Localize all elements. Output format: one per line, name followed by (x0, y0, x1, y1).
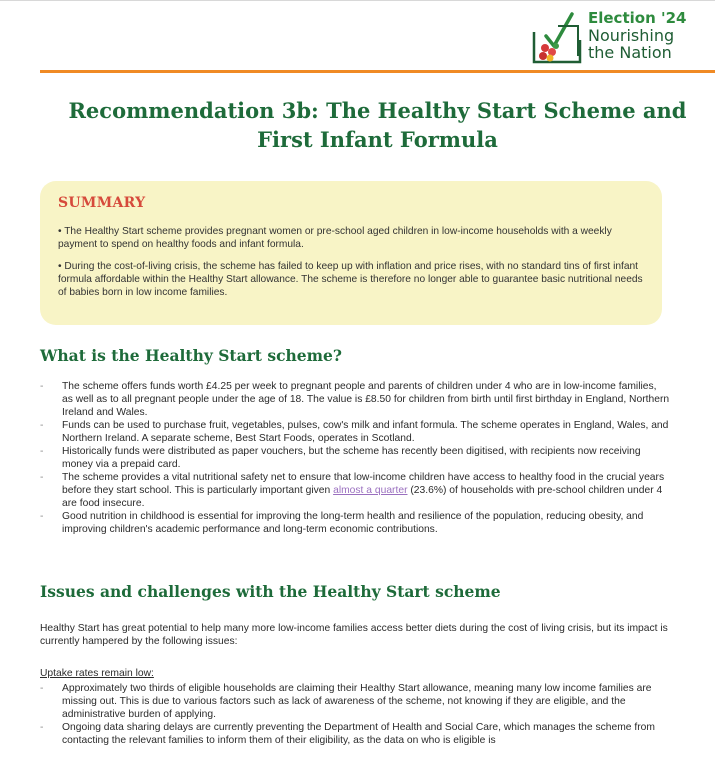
logo-line-election: Election '24 (588, 9, 687, 27)
list-item: - Approximately two thirds of eligible households are claiming their Healthy Start allowance, meaning many low income families are missing out. This is due to various factors such as lack of awareness of the scheme, not knowing if they are eligible, and the administrative burden of applying. (40, 683, 652, 720)
summary-point: • During the cost-of-living crisis, the scheme has failed to keep up with inflation and price rises, with no standard tins of first infant formula affordable within the Healthy Start allowance. The scheme is therefore no longer able to guarantee basic nutritional needs of babies born in low income families. (58, 261, 643, 298)
header-divider (40, 70, 715, 73)
uptake-subheading: Uptake rates remain low: (40, 668, 154, 679)
summary-box (40, 181, 662, 325)
page-title: Recommendation 3b: The Healthy Start Scheme and First Infant Formula (68, 98, 687, 152)
section-heading-what-is: What is the Healthy Start scheme? (40, 346, 343, 365)
ballot-box-icon (532, 10, 588, 66)
list-item: - The scheme offers funds worth £4.25 per week to pregnant people and parents of children under 4 who are in low-income families, as well as to all pregnant people under the age of 18. The value is £8.50 for children from birth until first birthday in England, Northern Ireland and Wales. (40, 381, 670, 418)
almost-a-quarter-link[interactable]: almost a quarter (333, 485, 408, 496)
what-is-list (40, 380, 670, 536)
logo-line-nourishing: Nourishing (588, 26, 675, 45)
logo-line-nation: the Nation (588, 43, 672, 62)
list-item: - Good nutrition in childhood is essential for improving the long-term health and resilience of the population, reducing obesity, and improving children's academic performance and long-term economic contributions. (40, 511, 644, 535)
list-item: - Historically funds were distributed as paper vouchers, but the scheme has recently been digitised, with recipients now receiving money via a prepaid card. (40, 446, 641, 470)
section-heading-issues: Issues and challenges with the Healthy Start scheme (40, 582, 501, 601)
summary-heading: SUMMARY (58, 195, 146, 211)
list-item: - The scheme provides a vital nutritional safety net to ensure that low-income children have access to healthy food in the crucial years before they start school. This is particularly important given almost a quarter (23.6%) of households with pre-school children under 4 are food insecure. (40, 472, 665, 509)
issues-intro: Healthy Start has great potential to help many more low-income families access better diets during the cost of living crisis, but its impact is currently hampered by the following issues: (40, 623, 668, 647)
top-rule (0, 0, 715, 1)
logo-text (588, 10, 686, 61)
summary-point: • The Healthy Start scheme provides pregnant women or pre-school aged children in low-income households with a weekly payment to spend on healthy foods and infant formula. (58, 226, 612, 250)
list-item: - Ongoing data sharing delays are currently preventing the Department of Health and Social Care, which manages the scheme from contacting the relevant families to inform them of their eligibility, as the data on who is eligible is (40, 722, 655, 746)
list-item: - Funds can be used to purchase fruit, vegetables, pulses, cow's milk and infant formula. The scheme operates in England, Wales, and Northern Ireland. A separate scheme, Best Start Foods, operates in Scotland. (40, 420, 669, 444)
logo (532, 10, 708, 66)
issues-list (40, 682, 670, 747)
